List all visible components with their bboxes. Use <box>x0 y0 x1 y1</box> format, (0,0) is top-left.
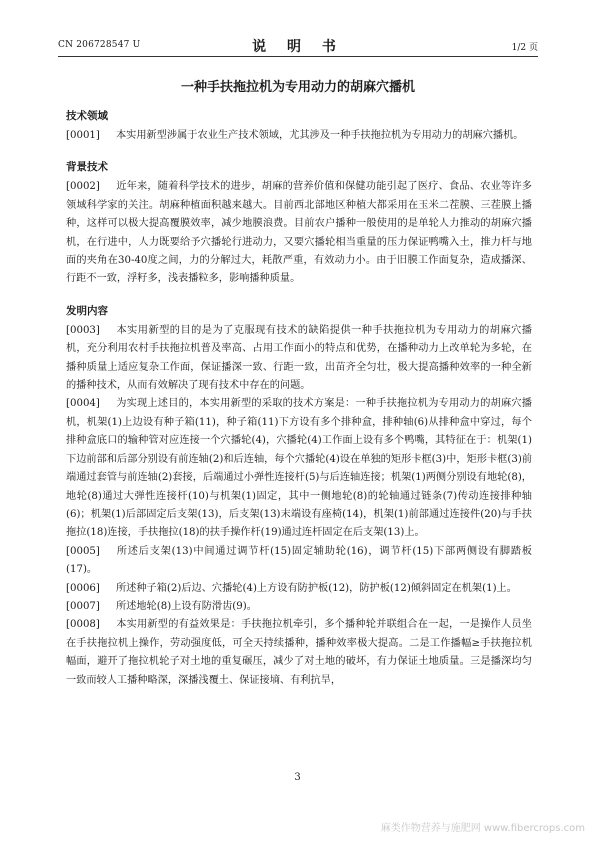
paragraph-text: 为实现上述目的，本实用新型的采取的技术方案是：一种手扶拖拉机为专用动力的胡麻穴播机，机架(1)上边设有种子箱(11)，种子箱(11)下方设有多个排种盒，排种轴(6)从排种盒中穿过，每个排种盒底口的输种管对应连接一个穴播轮(4)，穴播轮(4)工作面上设有多个鸭嘴，其特征在于：机架(1)下边前部和后部分别设有前连轴(2)和后连轴，每个穴播轮(4)设在单独的矩形卡框(3)中，矩形卡框(3)前端通过套管与前连轴(2)套接，后端通过小弹性连接杆(5)与后连轴连接；机架(1)两侧分别设有地轮(8)，地轮(8)通过大弹性连接杆(10)与机架(1)固定，其中一侧地轮(8)的轮轴通过链条(7)传动连接排种轴(6)；机架(1)后部固定后支架(13)，后支架(13)末端设有座椅(14)，机架(1)前部通过连接件(20)与手扶拖拉(18)连接，手扶拖拉(18)的扶手操作杆(19)通过连杆固定在后支架(13)上。 <box>66 398 532 539</box>
paragraph-number: [0005] <box>66 545 100 557</box>
header-label: 说 明 书 <box>252 39 344 55</box>
document-title: 一种手扶拖拉机为专用动力的胡麻穴播机 <box>180 80 415 95</box>
paragraph-number: [0008] <box>66 619 100 631</box>
paragraph <box>66 616 532 690</box>
section-heading: 发明内容 <box>66 304 108 317</box>
paragraph <box>66 598 532 616</box>
watermark: 麻类作物营养与施肥网 www.fibercrops.com <box>380 823 585 834</box>
paragraph-text: 近年来，随着科学技术的进步，胡麻的营养价值和保健功能引起了医疗、食品、农业等许多领域科学家的关注。胡麻种植面积越来越大。目前西北部地区种植大都采用在玉米二茬膜、三茬膜上播种，这样可以极大提高覆膜效率，减少地膜浪费。目前农户播种一般使用的是单轮人力推动的胡麻穴播机，在行进中，人力既要给予穴播轮行进动力，又要穴播轮相当重量的压力保证鸭嘴入土，推力杆与地面的夹角在30-40度之间，力的分解过大，耗散严重，有效动力小。由于旧膜工作面复杂，造成播深、行距不一致，浮籽多，浅表播粒多，影响播种质量。 <box>66 181 532 285</box>
paragraph-text: 所述种子箱(2)后边、穴播轮(4)上方设有防护板(12)，防护板(12)倾斜固定在机架(1)上。 <box>116 582 517 594</box>
paragraph <box>66 395 532 542</box>
paragraph <box>66 322 532 396</box>
paragraph-text: 本实用新型涉属于农业生产技术领域，尤其涉及一种手扶拖拉机为专用动力的胡麻穴播机。 <box>116 130 524 141</box>
paragraph-text: 本实用新型的有益效果是：手扶拖拉机牵引，多个播种轮并联组合在一起，一是操作人员坐在手扶拖拉机上操作，劳动强度低，可全天持续播种，播种效率极大提高。二是工作播幅≥手扶拖拉机幅面，避开了拖拉机轮子对土地的重复碾压，减少了对土地的破坏，有力保证土地质量。三是播深均匀一致而较人工播种略深，深播浅覆土、保证接墒、有利抗旱， <box>66 619 532 686</box>
paragraph <box>66 543 532 580</box>
paragraph <box>66 127 532 145</box>
header-rule <box>58 56 538 57</box>
paragraph-text: 本实用新型的目的是为了克服现有技术的缺陷提供一种手扶拖拉机为专用动力的胡麻穴播机，充分利用农村手扶拖拉机普及率高、占用工作面小的特点和优势，在播种动力上改单轮为多轮，在播种质量上适应复杂工作面，保证播深一致、行距一致，出苗齐全匀壮，极大提高播种效率的一种全新的播种技术，从而有效解决了现有技术中存在的问题。 <box>66 324 532 392</box>
paragraph-number: [0006] <box>66 582 100 594</box>
section-heading: 技术领域 <box>66 110 108 122</box>
paragraph-number: [0007] <box>66 600 100 612</box>
paragraph-number: [0003] <box>66 324 100 336</box>
paragraph <box>66 580 532 598</box>
document-body <box>66 108 532 704</box>
paragraph-number: [0002] <box>66 181 100 193</box>
section-invention-content <box>66 303 532 690</box>
doc-id: CN 206728547 U <box>58 40 141 50</box>
section-background <box>66 159 532 288</box>
paragraph-number: [0004] <box>66 398 100 410</box>
paragraph-text: 所述后支架(13)中间通过调节杆(15)固定辅助轮(16)，调节杆(15)下部两侧设有脚踏板(17)。 <box>66 545 532 576</box>
page-header <box>58 36 538 54</box>
paragraph-number: [0001] <box>66 130 100 141</box>
paragraph <box>66 178 532 288</box>
paragraph-text: 所述地轮(8)上设有防滑齿(9)。 <box>116 600 257 612</box>
section-technical-field <box>66 108 532 145</box>
page-number: 3 <box>294 772 301 783</box>
page-info: 1/2 页 <box>511 43 538 53</box>
section-heading: 背景技术 <box>66 161 108 174</box>
